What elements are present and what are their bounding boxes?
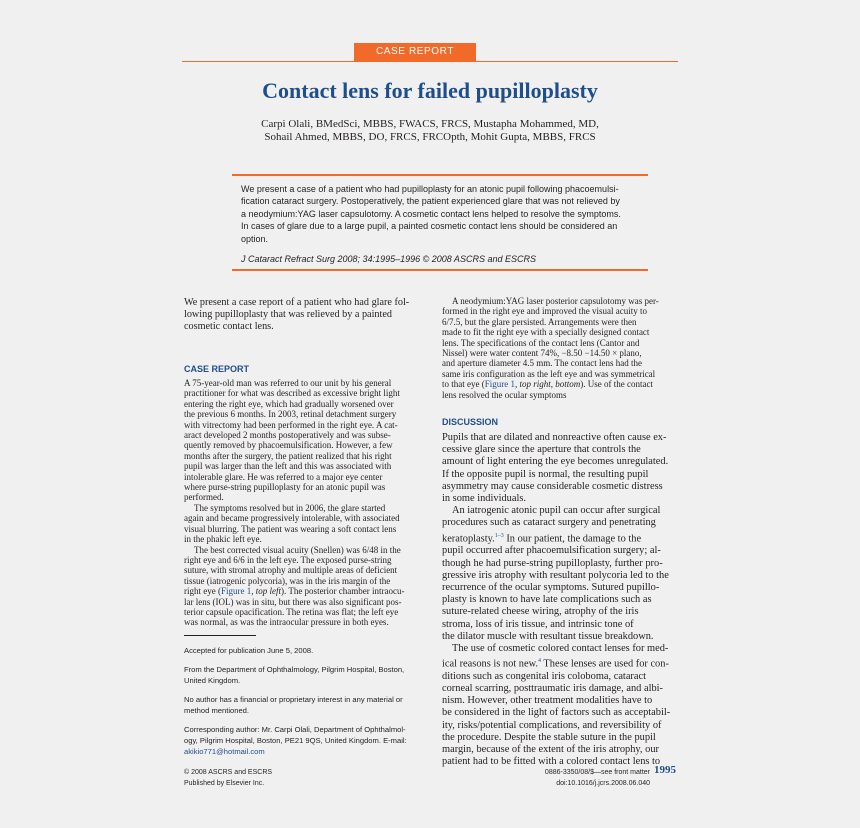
text-line: and aperture diameter 4.5 mm. The contact lens had the [442,358,643,369]
email-link[interactable]: akikio771@hotmail.com [184,747,265,756]
text-line: A 75-year-old man was referred to our unit by his general [184,378,392,388]
text-line: Nissel) were water content 74%, −8.50 −14.50 × plano, [442,348,642,359]
text-line: the previous 6 months. In 2003, retinal detachment surgery [184,409,397,420]
abstract-top-rule [232,174,648,176]
text-fragment: These lenses are used for con- [541,658,669,670]
text-fragment: ). Use of the contact [580,379,653,390]
text-line: recurrence of the ocular symptoms. Sutured pupillo- [442,581,660,593]
text-line: procedures such as cataract surgery and penetrating [442,517,656,529]
footnote-rule [184,635,256,636]
text-line: right eye and 6/6 in the left eye. The exposed purse-string [184,554,392,565]
abstract-line: a neodymium:YAG laser capsulotomy. A cosmetic contact lens helped to resolve the symptoms. [241,208,621,219]
text-line: The use of cosmetic colored contact lenses for med- [452,642,669,654]
text-line: though he had purse-string pupilloplasty, further pro- [442,557,663,569]
text-line: ditions such as congenital iris coloboma, cataract [442,670,646,682]
figure-locator: , top right, bottom [514,379,581,390]
text-line: An iatrogenic atonic pupil can occur after surgical [452,505,661,517]
article-title: Contact lens for failed pupilloplasty [262,78,598,103]
banner-rule [182,61,678,62]
text-line [442,655,678,671]
discussion-body [442,432,678,768]
text-line: plasty is known to have late complications such as [442,594,652,606]
text-line: lens resolved the ocular symptoms [442,389,567,400]
text-line: If the opposite pupil is normal, the resulting pupil [442,468,649,480]
text-line: intolerable glare. He was referred to a major eye center [184,471,383,482]
text-line: A neodymium:YAG laser posterior capsulotomy was per- [452,296,659,306]
text-line: asymmetry may cause considerable cosmetic distress [442,480,663,492]
abstract-line: We present a case of a patient who had pupilloplasty for an atonic pupil following phacoemulsi- [241,184,619,194]
page-number: 1995 [654,764,676,776]
text-line: terior capsule opacification. The retina was flat; the left eye [184,606,399,617]
abstract-line: fication cataract surgery. Postoperatively, the patient experienced glare that was not relieved by [241,196,620,207]
abstract [241,183,649,265]
publisher: Published by Elsevier Inc. [184,780,265,787]
text-line: the dilator muscle with resultant tissue breakdown. [442,630,654,642]
reference-4[interactable]: 4 [538,658,541,665]
text-fragment: ical reasons is not new. [442,658,538,670]
intro-line: lowing pupilloplasty that was relieved by a painted [184,309,392,321]
footnote-line: United Kingdom. [184,676,241,685]
intro-paragraph [184,297,420,334]
text-line: quently removed by phacoemulsification. However, a few [184,440,393,451]
text-line [442,530,678,546]
text-line: where purse-string pupilloplasty for an atonic pupil was [184,482,386,493]
right-column-intro [442,296,678,400]
reference-1-3[interactable]: 1–3 [494,532,504,539]
abstract-line: In cases of glare due to a large pupil, a painted cosmetic contact lens should be considered an [241,221,618,232]
text-line: 6/7.5, but the glare persisted. Arrangements were then [442,316,637,327]
text-line: with vitrectomy had been performed in the right eye. A cat- [184,419,398,430]
text-line: ity, risks/potential complications, and reversibility of [442,719,662,731]
text-line: stroma, loss of iris tissue, and intrinsic tone of [442,618,634,630]
abstract-line: option. [241,233,269,244]
doi-line: doi:10.1016/j.jcrs.2008.06.040 [556,780,650,787]
discussion-heading: DISCUSSION [442,417,499,427]
figure-1-link[interactable]: Figure 1 [484,379,515,390]
footnote-line: ogy, Pilgrim Hospital, Boston, PE21 9QS, United Kingdom. E-mail: [184,736,407,745]
text-fragment: to that eye ( [442,379,485,390]
text-line: The symptoms resolved but in 2006, the glare started [194,502,386,513]
case-report-body [184,378,420,628]
abstract-bottom-rule [232,269,648,271]
text-line: The best corrected visual acuity (Snellen) was 6/48 in the [194,544,401,555]
authors-line-2: Sohail Ahmed, MBBS, DO, FRCS, FRCOpth, Mohit Gupta, MBBS, FRCS [264,131,596,143]
text-line: be considered in the light of factors such as acceptabil- [442,707,671,719]
text-line: practitioner for what was described as excessive bright light [184,388,400,399]
text-line: amount of light entering the eye becomes unregulated. [442,456,669,468]
footnote-line: From the Department of Ophthalmology, Pilgrim Hospital, Boston, [184,665,405,674]
text-line: nism. However, other treatment modalities have to [442,695,653,707]
text-line: lens. The specifications of the contact lens (Cantor and [442,337,640,348]
case-report-heading: CASE REPORT [184,364,250,374]
text-line: entering the right eye, which had gradually worsened over [184,398,394,409]
footer-right [530,767,650,789]
citation: J Cataract Refract Surg 2008; 34:1995–1996 © 2008 ASCRS and ESCRS [241,254,536,265]
text-line: suture, with stromal atrophy and multiple areas of deficient [184,565,398,576]
text-line: aract developed 2 months postoperatively and was subse- [184,430,391,441]
text-fragment: keratoplasty. [442,533,495,545]
text-line: lar lens (IOL) was in situ, but there was also significant pos- [184,596,402,607]
text-line: tissue (iatrogenic polycoria), was in the iris margin of the [184,575,391,586]
text-line: same iris configuration as the left eye and was symmetrical [442,368,656,379]
text-line: months after the surgery, the patient realized that his right [184,450,392,461]
footnote-accepted: Accepted for publication June 5, 2008. [184,646,314,655]
section-banner: CASE REPORT [354,43,476,61]
text-line: visual blurring. The patient was wearing a soft contact lens [184,523,397,534]
footnote-line: method mentioned. [184,706,250,715]
text-line: again and became progressively intolerable, with associated [184,513,400,524]
text-line: cessive glare since the aperture that controls the [442,444,641,456]
authors-line-1: Carpi Olali, BMedSci, MBBS, FWACS, FRCS, Mustapha Mohammed, MD, [261,118,599,130]
text-line: formed in the right eye and improved the visual acuity to [442,306,647,317]
text-fragment: right eye ( [184,586,221,597]
footnotes [184,645,420,757]
text-line: gressive iris atrophy with resultant polycoria led to the [442,569,669,581]
text-line: the procedure. Despite the stable suture in the pupil [442,731,656,743]
text-line: pupil was larger than the left and this was associated with [184,461,392,472]
text-line: Pupils that are dilated and nonreactive often cause ex- [442,432,667,443]
text-line [184,586,420,596]
text-line: margin, because of the extent of the iris atrophy, our [442,744,659,756]
text-line [442,379,678,389]
text-line: suture-related cheese wiring, atrophy of the iris [442,606,639,618]
text-line: was normal, as was the intraocular pressure in both eyes. [184,617,389,628]
intro-line: cosmetic contact lens. [184,321,274,333]
text-line: pupil occurred after phacoemulsification surgery; al- [442,545,661,557]
footnote-line: No author has a financial or proprietary interest in any material or [184,695,403,704]
text-line: in some individuals. [442,493,526,505]
issn-line: 0886-3350/08/$—see front matter [544,769,650,776]
text-fragment: ). The posterior chamber intraocu- [280,586,405,597]
text-fragment: In our patient, the damage to the [503,533,642,545]
intro-line: We present a case report of a patient who had glare fol- [184,297,410,308]
text-line: made to fit the right eye with a specially designed contact [442,327,650,338]
text-line: corneal scarring, posttraumatic iris damage, and albi- [442,683,664,694]
text-line: patient had to be fitted with a colored contact lens to [442,756,661,768]
figure-locator: , top left [251,586,281,597]
figure-1-link[interactable]: Figure 1 [220,586,252,597]
footnote-line: Corresponding author: Mr. Carpi Olali, Department of Ophthalmol- [184,725,406,734]
text-line: in the phakic left eye. [184,534,262,545]
text-line: performed. [184,492,224,503]
footer-left [184,767,272,789]
copyright: © 2008 ASCRS and ESCRS [184,769,273,776]
